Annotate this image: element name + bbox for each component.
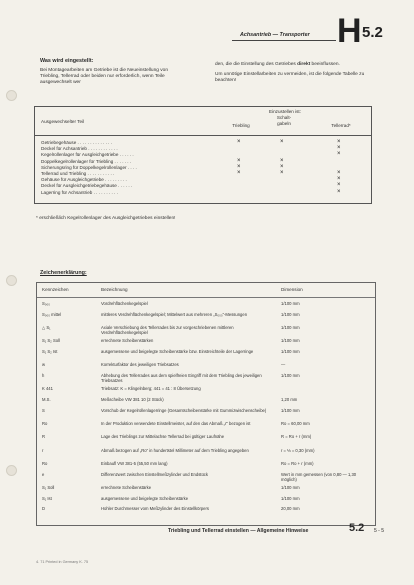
legend-dimension: 1/100 mm — [281, 495, 300, 501]
legend-description: Hohler Durchmesser vom Meßzylinder des Einstellkörpers — [101, 506, 209, 512]
legend-description: Abhebung des Tellerrades aus dem spielfreien Eingriff mit dem Triebling des jeweiligen Triebsatzes — [101, 373, 262, 384]
header-rule — [232, 40, 336, 41]
punch-hole — [6, 90, 17, 101]
table-mark-schalt: × — [280, 157, 284, 164]
note-text: beeinflussen. — [310, 62, 340, 67]
section-number: 5.2 — [362, 24, 383, 41]
table-row-label: Lagerring für Achsantrieb . . . . . . . . . . — [41, 189, 118, 195]
header-title: Achsantrieb — Transporter — [240, 32, 310, 38]
legend-description: ausgemessene und beigelegte Scheibenstärke bzw. Einstreichteile der Lagerringe — [101, 349, 254, 354]
table-mark-teller: × — [337, 188, 341, 195]
legend-dimension: 1/100 mm — [281, 349, 300, 354]
table-row-label: Deckel für Achsantrieb . . . . . . . . . . . . — [41, 146, 118, 152]
legend-description: Einbaufl VW 381-5 (55,50 mm lang) — [101, 461, 168, 467]
legend-description: Triebsatz: K = Klingelnberg; 441 = 41 : 8 Übersetzung — [101, 386, 201, 392]
footer-subpage: 5 - 5 — [374, 528, 385, 534]
legend-symbol: Ro — [42, 461, 48, 467]
punch-hole — [6, 465, 17, 476]
table-row-label: Getriebegehäuse . . . . . . . . . . . . . . — [41, 140, 112, 145]
table-row-label: Kegelrollenlager für Ausgleichgetriebe . . . . . . — [41, 152, 134, 158]
table-mark-schalt: × — [280, 139, 284, 145]
note-paragraph: Um unnötige Einstellarbeiten zu vermeiden, ist die folgende Tabelle zu beachten! — [215, 72, 365, 84]
legend-dimension: 1/100 mm — [281, 338, 300, 344]
legend-description: Differenzwert zwischen Einstellmeßzylinder und Endstück — [101, 471, 208, 477]
table-row-label: Sicherungsring für Doppelkegelrollenlager . . . . — [41, 164, 137, 170]
note-title: Was wird eingestellt: — [40, 58, 94, 64]
legend-description: mittleres Verdrehflächenkegelspiel; Mittelwert aus mehreren „S₀₀₀“-Messungen — [101, 311, 248, 317]
legend-description: Axiale Verschiebung des Tellerrades bis zur vorgeschriebenen mittleren Verdrehflächenkegelspiel — [101, 325, 234, 336]
legend-dimension: Wert in mm gemessen (von 0,80 — 1,30 möglich) — [281, 471, 357, 482]
legend-dimension: 20,00 mm — [281, 506, 300, 512]
legend-header-kennzeichen: Kennzeichen — [42, 287, 69, 292]
legend-symbol: S₁ Soll — [42, 485, 55, 491]
legend-header-dimension: Dimension — [281, 287, 303, 292]
legend-header-bezeichnung: Bezeichnung — [101, 287, 128, 292]
note-right-column — [215, 62, 365, 89]
footer-page-number: 5.2 — [349, 522, 365, 534]
legend-dimension: R = Ro + r (mm) — [281, 434, 312, 440]
legend-dimension: 1/100 mm — [281, 407, 300, 413]
legend-symbol: r — [42, 447, 44, 453]
legend-symbol: h — [42, 373, 45, 378]
legend-symbol: Ro — [42, 421, 48, 426]
legend-description: In der Produktion verwendete Einstellmeister, auf den das Abmaß „r“ bezogen ist — [101, 421, 251, 426]
legend-dimension: 1,20 mm — [281, 397, 298, 402]
legend-symbol: S₀₀₀ mittel — [42, 311, 62, 317]
legend-symbol: M.S. — [42, 397, 51, 402]
legend-dimension: 1/100 mm — [281, 311, 300, 317]
legend-description: Vorschub der Kegelrollenlagerringe (Gesamtscheibenstärke mit Gummizwischenscheibe) — [101, 407, 267, 413]
legend-divider — [37, 297, 375, 298]
legend-description: Vordrehflächenkegelspiel — [101, 301, 148, 306]
table-mark-schalt: × — [280, 170, 284, 176]
legend-title: Zeichenerklärung: — [40, 270, 87, 276]
legend-dimension: 1/100 mm — [281, 373, 300, 378]
legend-symbol: R — [42, 434, 46, 440]
legend-dimension: Ro = Ro + r (mm) — [281, 461, 314, 467]
section-letter: H — [337, 12, 362, 50]
legend-description: Abmaß bezogen auf „Ro“ in hundertstel Millimeter auf dem Triebling angegeben — [101, 447, 249, 453]
legend-description: errechnete Scheibenstärke — [101, 485, 152, 491]
legend-symbol: S₁ S₂ Ist — [42, 349, 58, 354]
legend-description: Meßscheibe VW 381 10 (2 Stück) — [101, 397, 164, 402]
table-mark-trieb: × — [237, 170, 241, 176]
note-paragraph — [215, 62, 365, 68]
table-row-label: Deckel für Ausgleichgetriebegehäuse . . . . . . — [41, 183, 133, 189]
table-mark-schalt: × — [280, 163, 284, 170]
table-mark-teller: × — [337, 182, 341, 189]
table-footnote: * erschließlich Kegelrollenlager des Ausgleichgetriebes einstellen! — [36, 216, 176, 221]
legend-description: Korrekturfaktor des jeweiligen Triebsatzes — [101, 362, 179, 368]
legend-dimension: 1/100 mm — [281, 325, 300, 330]
legend-symbol: D — [42, 506, 46, 512]
legend-dimension: — — [281, 362, 286, 368]
legend-symbol: S₁ Ist — [42, 495, 52, 501]
legend-table — [36, 282, 376, 526]
note-left-column — [40, 68, 170, 91]
table-mark-teller: × — [337, 145, 341, 152]
legend-symbol: w — [42, 362, 46, 368]
table-mark-trieb: × — [237, 157, 241, 164]
table-row-label: Gehäuse für Ausgleichgetriebe . . . . . . . . . — [41, 177, 127, 183]
note-emphasis: direkt — [297, 62, 311, 67]
table-row-label: Doppelkegelrollenlager für Triebling . . . . . . . — [41, 158, 132, 164]
legend-dimension: 1/100 mm — [281, 485, 300, 491]
legend-dimension: r = ⅓ = 0,30 (mm) — [281, 447, 315, 453]
col-header-tellerrad: Tellerrad* — [331, 123, 351, 128]
legend-symbol: S₁ S₂ Soll — [42, 338, 60, 344]
footer-title: Triebling und Tellerrad einstellen — Allgemeine Hinweise — [168, 528, 309, 534]
table-divider — [35, 135, 371, 136]
table-mark-trieb: × — [237, 139, 241, 145]
legend-description: errechnete Scheibenstärken — [101, 338, 154, 344]
table-row-label: Tellerrad und Triebling . . . . . . . . . . . — [41, 171, 115, 176]
col-header-schaltgabeln: Schalt- gabeln — [276, 115, 292, 126]
table-mark-trieb: × — [237, 163, 241, 170]
punch-hole — [6, 275, 17, 286]
legend-dimension: 1/100 mm — [281, 301, 300, 306]
legend-symbol: △ S₁ — [42, 325, 51, 330]
legend-dimension: Ro = 60,00 mm — [281, 421, 310, 426]
col-header-part: Ausgewechselter Teil — [41, 119, 85, 124]
imprint: 4. 71 Printed in Germany K. 75 — [36, 560, 89, 564]
col-header-triebling: Triebling — [232, 123, 250, 128]
parts-table — [34, 106, 372, 204]
table-mark-teller: × — [337, 139, 341, 145]
note-paragraph: Bei Montagearbeiten am Getriebe ist die Neueinstellung von Triebling, Tellerrad oder beiden nur erforderlich, wenn Teile ausgewechselt wer — [40, 68, 168, 86]
legend-symbol: K 441 — [42, 386, 53, 392]
table-mark-teller: × — [337, 151, 341, 158]
legend-symbol: e — [42, 471, 45, 477]
legend-symbol: S₀₀₀ — [42, 301, 51, 306]
note-text: den, die die Einstellung des Getriebes — [215, 62, 298, 67]
legend-symbol: S — [42, 407, 45, 413]
legend-description: ausgemessene und beigelegte Scheibenstärke — [101, 495, 189, 501]
table-mark-teller: × — [337, 170, 341, 176]
col-header-einstellen: Einzustellen ist: — [269, 109, 301, 114]
table-mark-teller: × — [337, 176, 341, 183]
legend-description: Lage des Trieblings zur Mittelachse Tellerrad bei gültiger Laufnähe — [101, 434, 225, 440]
